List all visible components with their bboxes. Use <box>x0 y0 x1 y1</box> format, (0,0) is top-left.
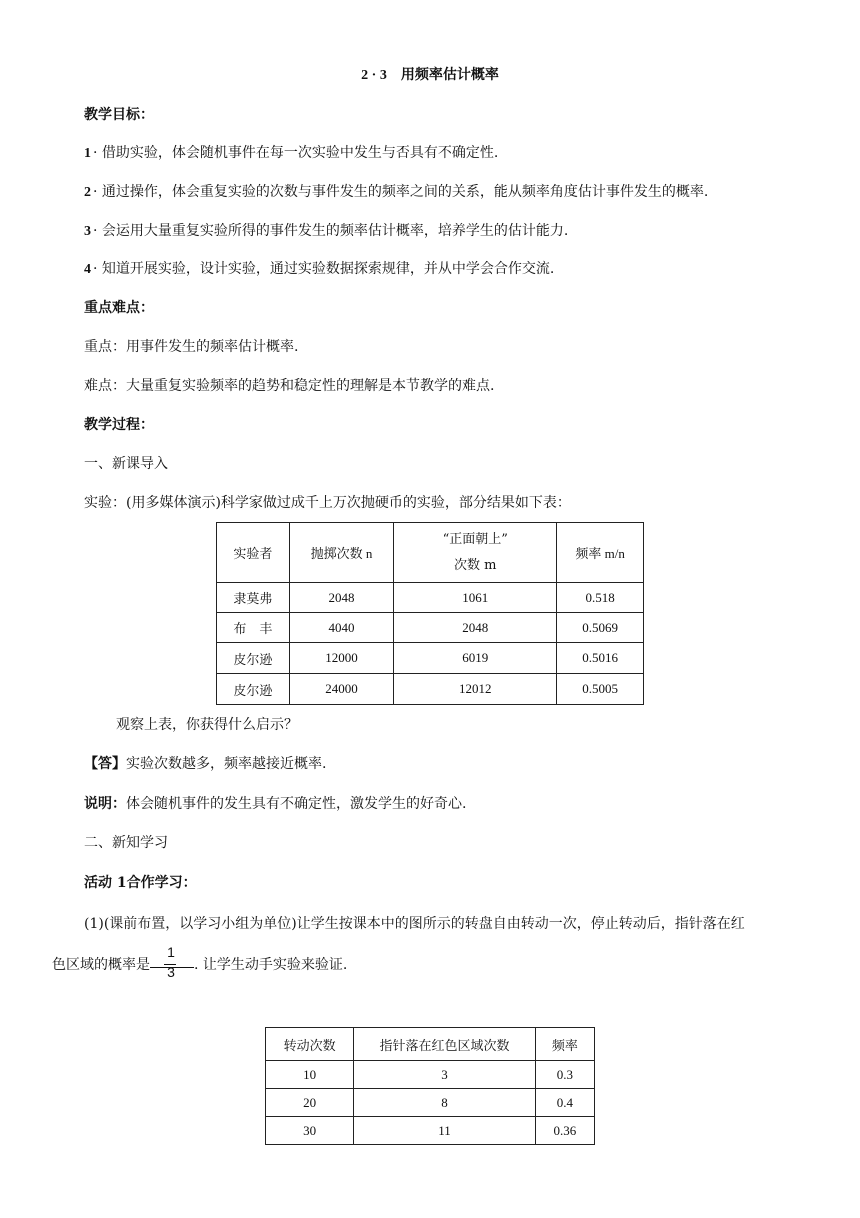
table-cell: 4040 <box>289 613 394 643</box>
section-heading-1: 一、新课导入 <box>84 456 168 472</box>
table-header-cell: 实验者 <box>217 523 290 583</box>
table-cell: 皮尔逊 <box>217 674 290 705</box>
answer <box>84 753 326 773</box>
header-line: “正面朝上” <box>442 531 508 547</box>
table-cell: 隶莫弗 <box>217 583 290 613</box>
title-text: 用频率估计概率 <box>400 67 499 83</box>
spinner-table <box>265 1027 595 1145</box>
table-row <box>217 583 644 613</box>
activity-heading: 活动 1合作学习： <box>84 875 197 891</box>
objective-2 <box>84 181 708 201</box>
objective-1 <box>84 142 498 162</box>
table-cell: 10 <box>266 1061 354 1089</box>
table-cell: 11 <box>354 1117 536 1145</box>
note-text: 体会随机事件的发生具有不确定性，激发学生的好奇心. <box>126 796 467 812</box>
difficult-point: 难点：大量重复实验频率的趋势和稳定性的理解是本节教学的难点. <box>84 378 495 394</box>
table-cell: 12000 <box>289 643 394 674</box>
table-cell: 0.5069 <box>557 613 644 643</box>
section-number: 2 · 3 <box>361 68 387 83</box>
table-cell: 12012 <box>394 674 557 705</box>
table-header-cell <box>394 523 557 583</box>
table-header-cell: 转动次数 <box>266 1028 354 1061</box>
observe-question: 观察上表，你获得什么启示？ <box>116 717 298 733</box>
table-cell: 0.4 <box>535 1089 594 1117</box>
page-title <box>0 64 860 84</box>
table-row <box>217 613 644 643</box>
table-cell: 0.5016 <box>557 643 644 674</box>
table-cell: 8 <box>354 1089 536 1117</box>
section-heading-2: 二、新知学习 <box>84 835 168 851</box>
table-header-row <box>266 1028 595 1061</box>
table-header-row <box>217 523 644 583</box>
paragraph-text: . 让学生动手实验来验证. <box>194 957 348 973</box>
table-cell: 2048 <box>394 613 557 643</box>
table-cell: 0.3 <box>535 1061 594 1089</box>
objective-number: 1 <box>84 146 91 161</box>
table-row <box>266 1061 595 1089</box>
table-cell: 布 丰 <box>217 613 290 643</box>
table-row <box>266 1117 595 1145</box>
activity-paragraph-line1: (1)(课前布置，以学习小组为单位)让学生按课本中的图所示的转盘自由转动一次，停止转动后，指针落在红 <box>84 916 745 932</box>
paragraph-text: 色区域的概率是 <box>52 957 150 973</box>
table-row <box>266 1089 595 1117</box>
objective-number: 3 <box>84 224 91 239</box>
objective-number: 2 <box>84 185 91 200</box>
table-cell: 0.36 <box>535 1117 594 1145</box>
keypoints-heading: 重点难点： <box>84 300 154 316</box>
table-header-cell: 频率 <box>535 1028 594 1061</box>
process-heading: 教学过程： <box>84 417 154 433</box>
table-header-cell: 指针落在红色区域次数 <box>354 1028 536 1061</box>
table-cell: 0.5005 <box>557 674 644 705</box>
key-point: 重点：用事件发生的频率估计概率. <box>84 339 299 355</box>
objective-3 <box>84 220 568 240</box>
objective-text: · 会运用大量重复实验所得的事件发生的频率估计概率，培养学生的估计能力. <box>93 223 569 239</box>
fraction-numerator: 1 <box>167 944 175 960</box>
table-cell: 0.518 <box>557 583 644 613</box>
table-row <box>217 674 644 705</box>
table-header-cell: 抛掷次数 n <box>289 523 394 583</box>
table-cell: 皮尔逊 <box>217 643 290 674</box>
table-cell: 3 <box>354 1061 536 1089</box>
objective-text: · 借助实验，体会随机事件在每一次实验中发生与否具有不确定性. <box>93 145 499 161</box>
table-cell: 6019 <box>394 643 557 674</box>
objective-number: 4 <box>84 262 91 277</box>
objective-4 <box>84 258 554 278</box>
header-line: 次数 m <box>454 557 497 573</box>
table-row <box>217 643 644 674</box>
fraction-denominator: 3 <box>167 964 175 980</box>
objective-text: · 通过操作，体会重复实验的次数与事件发生的频率之间的关系，能从频率角度估计事件发生的概率. <box>93 184 709 200</box>
table-cell: 30 <box>266 1117 354 1145</box>
coin-toss-table <box>216 522 644 705</box>
table-cell: 2048 <box>289 583 394 613</box>
answer-text: 实验次数越多，频率越接近概率. <box>126 756 327 772</box>
activity-paragraph-line2 <box>52 944 347 984</box>
objective-text: · 知道开展实验，设计实验，通过实验数据探索规律，并从中学会合作交流. <box>93 261 555 277</box>
table-header-cell: 频率 m/n <box>557 523 644 583</box>
table-cell: 20 <box>266 1089 354 1117</box>
note-label: 说明： <box>84 796 126 812</box>
table-cell: 1061 <box>394 583 557 613</box>
experiment-text: 实验：(用多媒体演示)科学家做过成千上万次抛硬币的实验，部分结果如下表： <box>84 495 571 511</box>
table-cell: 24000 <box>289 674 394 705</box>
objectives-heading: 教学目标： <box>84 107 154 123</box>
answer-tag: 【答】 <box>84 756 126 772</box>
note <box>84 793 466 813</box>
fraction-one-third <box>150 944 194 984</box>
